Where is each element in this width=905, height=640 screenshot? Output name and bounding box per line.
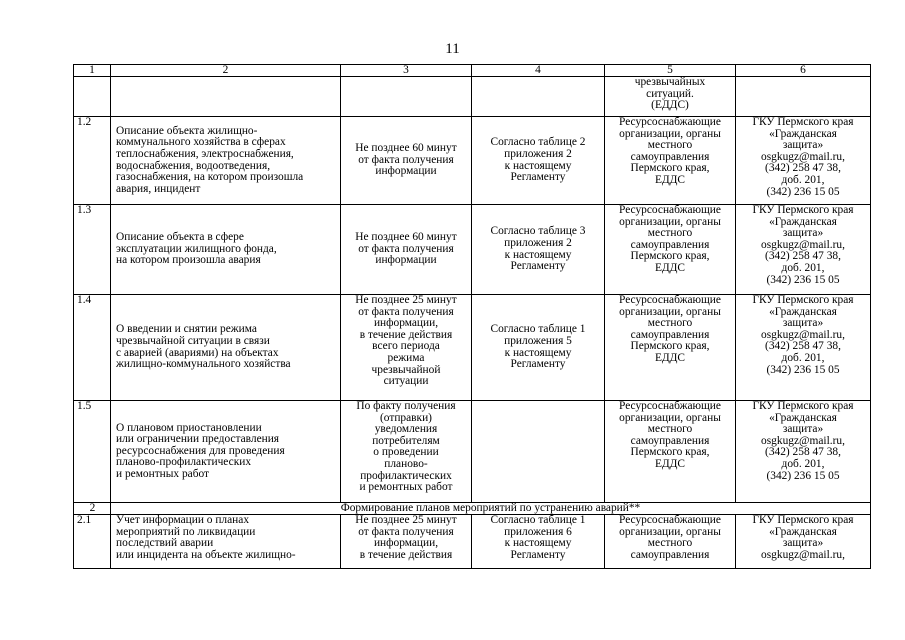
row-form: [472, 401, 605, 503]
row-recipient: ГКУ Пермского края «Гражданская защита» osgkugz@mail.ru, (342) 258 47 38, доб. 201, (342) 236 15 05: [736, 295, 871, 401]
table-row: [74, 117, 871, 205]
section-row: [74, 503, 871, 515]
section-number: 2: [74, 503, 111, 515]
row-executors: Ресурсоснабжающие организации, органы местного самоуправления: [605, 515, 736, 569]
row-deadline: Не позднее 60 минут от факта получения информации: [341, 117, 472, 205]
table-row: [74, 205, 871, 295]
row-recipient: ГКУ Пермского края «Гражданская защита» osgkugz@mail.ru, (342) 258 47 38, доб. 201, (342) 236 15 05: [736, 205, 871, 295]
row-recipient: ГКУ Пермского края «Гражданская защита» osgkugz@mail.ru, (342) 258 47 38, доб. 201, (342) 236 15 05: [736, 117, 871, 205]
row-recipient: ГКУ Пермского края «Гражданская защита» osgkugz@mail.ru,: [736, 515, 871, 569]
row-form: [472, 77, 605, 117]
row-number: 1.2: [74, 117, 111, 205]
row-description: О плановом приостановлении или ограничении предоставления ресурсоснабжения для проведения планово-профилактических и ремонтных работ: [111, 401, 341, 503]
row-recipient: [736, 77, 871, 117]
row-recipient: ГКУ Пермского края «Гражданская защита» osgkugz@mail.ru, (342) 258 47 38, доб. 201, (342) 236 15 05: [736, 401, 871, 503]
row-description: [111, 77, 341, 117]
row-executors: Ресурсоснабжающие организации, органы местного самоуправления Пермского края, ЕДДС: [605, 205, 736, 295]
row-number: [74, 77, 111, 117]
table-row: [74, 515, 871, 569]
row-executors: Ресурсоснабжающие организации, органы местного самоуправления Пермского края, ЕДДС: [605, 295, 736, 401]
row-description: О введении и снятии режима чрезвычайной ситуации в связи с аварией (авариями) на объектах жилищно-коммунального хозяйства: [111, 295, 341, 401]
row-form: Согласно таблице 2 приложения 2 к настоящему Регламенту: [472, 117, 605, 205]
row-executors: чрезвычайных ситуаций. (ЕДДС): [605, 77, 736, 117]
report-table: [73, 64, 871, 569]
row-deadline: Не позднее 25 минут от факта получения информации, в течение действия всего периода режима чрезвычайной ситуации: [341, 295, 472, 401]
header-cell: 6: [736, 65, 871, 77]
table-row: [74, 401, 871, 503]
table-row: [74, 295, 871, 401]
row-description: Описание объекта в сфере эксплуатации жилищного фонда, на котором произошла авария: [111, 205, 341, 295]
header-cell: 3: [341, 65, 472, 77]
row-executors: Ресурсоснабжающие организации, органы местного самоуправления Пермского края, ЕДДС: [605, 117, 736, 205]
table-row: [74, 77, 871, 117]
page-number: 11: [445, 41, 460, 57]
header-cell: 5: [605, 65, 736, 77]
header-cell: 1: [74, 65, 111, 77]
row-form: Согласно таблице 3 приложения 2 к настоящему Регламенту: [472, 205, 605, 295]
section-title: Формирование планов мероприятий по устранению аварий**: [111, 503, 871, 515]
row-deadline: Не позднее 60 минут от факта получения информации: [341, 205, 472, 295]
row-deadline: По факту получения (отправки) уведомления потребителям о проведении планово- профилактических и ремонтных работ: [341, 401, 472, 503]
row-number: 1.4: [74, 295, 111, 401]
row-number: 1.3: [74, 205, 111, 295]
row-number: 1.5: [74, 401, 111, 503]
row-deadline: Не позднее 25 минут от факта получения информации, в течение действия: [341, 515, 472, 569]
row-form: Согласно таблице 1 приложения 5 к настоящему Регламенту: [472, 295, 605, 401]
row-deadline: [341, 77, 472, 117]
row-executors: Ресурсоснабжающие организации, органы местного самоуправления Пермского края, ЕДДС: [605, 401, 736, 503]
header-row: [74, 65, 871, 77]
row-description: Учет информации о планах мероприятий по ликвидации последствий аварии или инцидента на объекте жилищно-: [111, 515, 341, 569]
row-number: 2.1: [74, 515, 111, 569]
header-cell: 4: [472, 65, 605, 77]
row-description: Описание объекта жилищно- коммунального хозяйства в сферах теплоснабжения, электроснабжения, водоснабжения, водоотведения, газоснабжения, на котором произошла авария, инцидент: [111, 117, 341, 205]
header-cell: 2: [111, 65, 341, 77]
row-form: Согласно таблице 1 приложения 6 к настоящему Регламенту: [472, 515, 605, 569]
